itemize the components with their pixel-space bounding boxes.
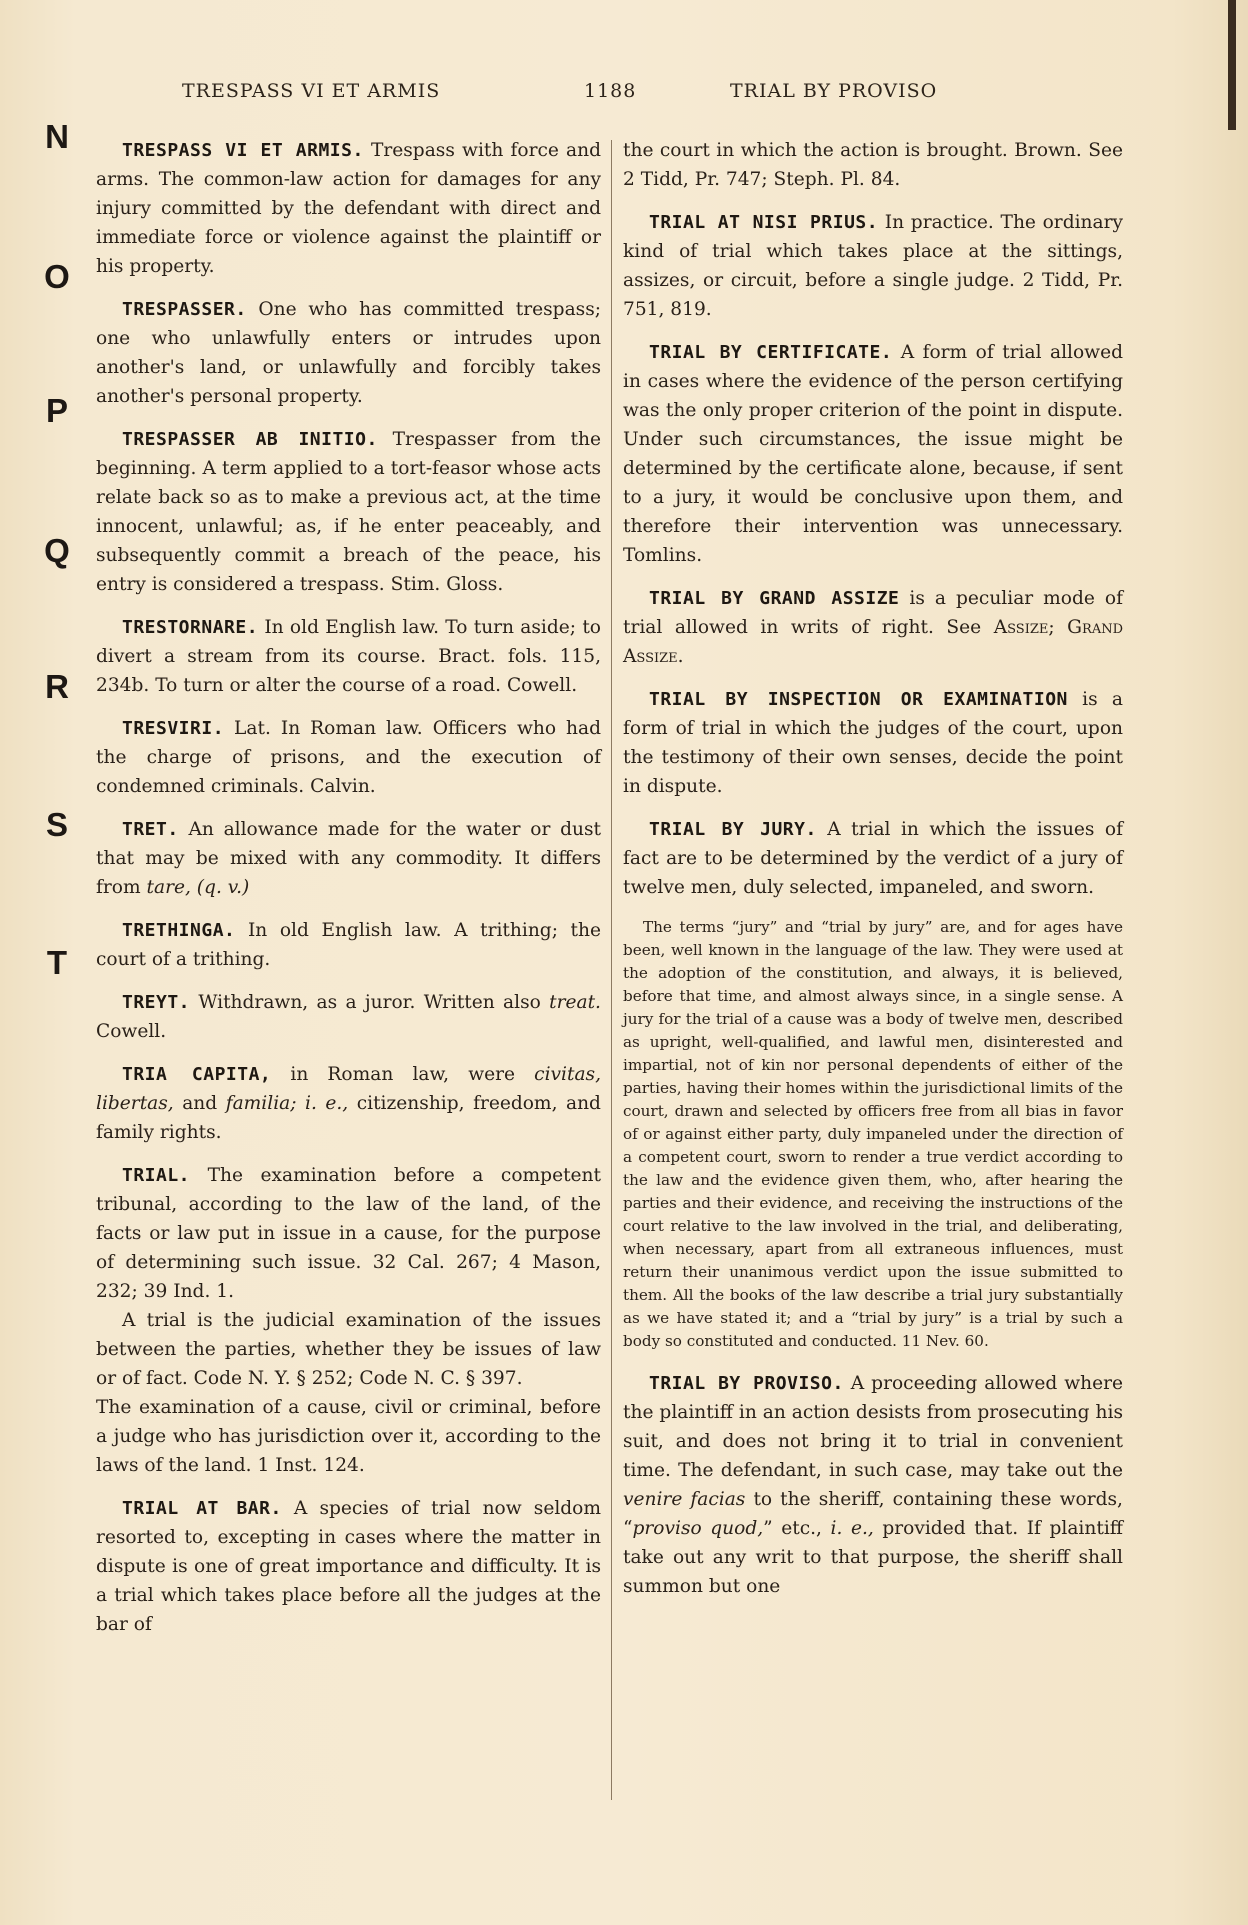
entry-term: TRIAL BY CERTIFICATE. — [649, 342, 893, 363]
entry-definition: The examination before a competent tribunal, according to the law of the land, of the facts or law put in issue in a cause, for the purpose of determining such issue. 32 Cal. 267; 4 Mason, 232; 39 Ind. 1. — [96, 1165, 601, 1302]
entry-tresviri — [96, 714, 601, 801]
entry-term: TRIAL AT NISI PRIUS. — [649, 212, 879, 233]
entry-definition: Withdrawn, as a juror. Written also — [198, 992, 541, 1013]
entry-term: TRESVIRI. — [122, 718, 225, 739]
running-header — [0, 80, 1248, 110]
entry-definition: Trespass with force and arms. The common-law action for damages for any injury committed by the defendant with direct and immediate force or violence against the plaintiff or his property. — [96, 140, 601, 277]
entry-term: TRIAL. — [122, 1165, 191, 1186]
entry-term: TREYT. — [122, 992, 191, 1013]
column-divider — [611, 140, 612, 1800]
entry-trial-by-proviso — [623, 1369, 1123, 1601]
entry-definition: A trial in which the issues of fact are to be determined by the verdict of a jury of twelve men, duly selected, impaneled, and sworn. — [623, 819, 1123, 898]
header-left-guide-word: TRESPASS VI ET ARMIS — [182, 80, 441, 102]
entry-variant-spelling: treat. — [549, 992, 601, 1013]
entry-trial-by-inspection — [623, 685, 1123, 801]
entry-continuation — [623, 136, 1123, 194]
entry-term: TRETHINGA. — [122, 920, 236, 941]
entry-definition: A proceeding allowed where the plaintiff in an action desists from prosecuting his suit, and does not bring it to trial in convenient time. The defendant, in such case, may take out the — [623, 1373, 1124, 1481]
entry-definition: Trespasser from the beginning. A term applied to a tort-feasor whose acts relate back so as to make a previous act, at the time innocent, unlawful; as, if he enter peaceably, and subsequently commit a breach of the peace, his entry is considered a trespass. Stim. Gloss. — [96, 429, 601, 595]
thumb-index-p[interactable]: P — [45, 392, 68, 429]
entry-tria-capita — [96, 1060, 601, 1147]
entry-definition: citizenship, freedom, and family rights. — [96, 1093, 601, 1143]
entry-term: TRET. — [122, 819, 179, 840]
entry-treyt — [96, 988, 601, 1046]
thumb-index-o[interactable]: O — [44, 258, 70, 295]
entry-continued-text: the court in which the action is brought. Brown. See 2 Tidd, Pr. 747; Steph. Pl. 84. — [623, 140, 1123, 190]
thumb-index-r[interactable]: R — [45, 668, 69, 705]
entry-definition: to the sheriff, containing these words, “ — [623, 1489, 1123, 1539]
entry-trial-by-grand-assize — [623, 584, 1123, 671]
entry-definition: is a peculiar mode of trial allowed in writs of right. See — [623, 588, 1123, 638]
thumb-index-n[interactable]: N — [45, 118, 69, 155]
entry-abbreviation: i. e., — [830, 1518, 874, 1539]
thumb-index-s[interactable]: S — [45, 806, 68, 843]
entry-term: TRIAL AT BAR. — [122, 1498, 282, 1519]
entry-definition: In old English law. A trithing; the court of a trithing. — [96, 920, 601, 970]
entry-cross-reference: Grand Assize. — [623, 617, 1123, 667]
entry-paragraph: The examination of a cause, civil or criminal, before a judge who has jurisdiction over it, according to the laws of the land. 1 Inst. 124. — [96, 1397, 601, 1476]
entry-latin-terms: civitas, libertas, — [96, 1064, 601, 1114]
entry-term: TRIAL BY GRAND ASSIZE — [649, 588, 900, 609]
entry-definition: Lat. In Roman law. Officers who had the charge of prisons, and the execution of condemned criminals. Calvin. — [96, 718, 601, 797]
entry-trespasser-ab-initio — [96, 425, 601, 599]
entry-trial-at-bar — [96, 1494, 601, 1639]
entry-term: TRIAL BY PROVISO. — [649, 1373, 844, 1394]
entry-definition: A species of trial now seldom resorted to, excepting in cases where the matter in dispute is one of great importance and difficulty. It is a trial which takes place before all the judges at the bar of — [96, 1498, 601, 1635]
entry-definition: In old English law. To turn aside; to divert a stream from its course. Bract. fols. 115, 234b. To turn or alter the course of a road. Cowell. — [96, 617, 601, 696]
entry-term: TRIA CAPITA, — [122, 1064, 272, 1085]
thumb-index-t[interactable]: T — [46, 944, 68, 981]
entry-term: TRESPASS VI ET ARMIS. — [122, 140, 364, 161]
right-column — [623, 136, 1123, 1615]
entry-definition: An allowance made for the water or dust that may be mixed with any commodity. It differs from — [96, 819, 601, 898]
entry-cross-reference: Assize; — [993, 617, 1055, 638]
entry-writ-name: venire facias — [623, 1489, 746, 1510]
entry-tret — [96, 815, 601, 902]
entry-term: TRIAL BY JURY. — [649, 819, 817, 840]
header-right-guide-word: TRIAL BY PROVISO — [730, 80, 938, 102]
entry-latin-terms: familia; i. e., — [225, 1093, 349, 1114]
entry-definition: in Roman law, were — [290, 1064, 516, 1085]
entry-definition: A form of trial allowed in cases where the evidence of the person certifying was the only proper criterion of the point in dispute. Under such circumstances, the issue might be determined by the certificate alone, because, if sent to a jury, it would be conclusive upon them, and therefore their intervention was unnecessary. Tomlins. — [623, 342, 1124, 566]
entry-trethinga — [96, 916, 601, 974]
entry-definition: ” etc., — [763, 1518, 822, 1539]
entry-term: TRESTORNARE. — [122, 617, 259, 638]
entry-trespasser — [96, 295, 601, 411]
entry-trial-by-jury — [623, 815, 1123, 902]
page-edge-mark — [1228, 0, 1236, 130]
entry-citation: Cowell. — [96, 1021, 167, 1042]
entry-definition-connector: and — [182, 1093, 218, 1114]
entry-definition: is a form of trial in which the judges of the court, upon the testimony of their own senses, decide the point in dispute. — [623, 689, 1123, 797]
entry-latin-phrase: proviso quod, — [632, 1518, 764, 1539]
page-number: 1188 — [584, 80, 637, 102]
entry-cross-reference: tare, (q. v.) — [146, 877, 250, 898]
entry-term: TRESPASSER. — [122, 299, 247, 320]
entry-definition: In practice. The ordinary kind of trial which takes place at the sittings, assizes, or circuit, before a single judge. 2 Tidd, Pr. 751, 819. — [623, 212, 1123, 320]
left-column — [96, 136, 601, 1653]
entry-trestornare — [96, 613, 601, 700]
entry-trial — [96, 1161, 601, 1480]
entry-definition: One who has committed trespass; one who unlawfully enters or intrudes upon another's land, or unlawfully and forcibly takes another's personal property. — [96, 299, 601, 407]
entry-quotation-note: The terms “jury” and “trial by jury” are, and for ages have been, well known in the language of the law. They were used at the adoption of the constitution, and always, it is believed, before that time, and almost always since, in a single sense. A jury for the trial of a cause was a body of twelve men, described as upright, well-qualified, and lawful men, disinterested and impartial, not of kin nor personal dependents of either of the parties, having their homes within the jurisdictional limits of the court, drawn and selected by officers free from all bias in favor of or against either party, duly impaneled under the direction of a competent court, sworn to render a true verdict according to the law and the evidence given them, who, after hearing the parties and their evidence, and receiving the instructions of the court relative to the law involved in the trial, and deliberating, when necessary, apart from all extraneous influences, must return their unanimous verdict upon the issue submitted to them. All the books of the law describe a trial jury substantially as we have stated it; and a “trial by jury” is a trial by such a body so constituted and conducted. 11 Nev. 60. — [623, 918, 1123, 1350]
entry-term: TRIAL BY INSPECTION OR EXAMINATION — [649, 689, 1068, 710]
entry-term: TRESPASSER AB INITIO. — [122, 429, 378, 450]
entry-definition: provided that. If plaintiff take out any writ to that purpose, the sheriff shall summon but one — [623, 1518, 1123, 1597]
entry-trespass-vi-et-armis — [96, 136, 601, 281]
entry-trial-by-certificate — [623, 338, 1123, 570]
entry-trial-at-nisi-prius — [623, 208, 1123, 324]
thumb-index-q[interactable]: Q — [44, 532, 70, 569]
entry-paragraph: A trial is the judicial examination of the issues between the parties, whether they be issues of law or of fact. Code N. Y. § 252; Code N. C. § 397. — [96, 1310, 601, 1389]
